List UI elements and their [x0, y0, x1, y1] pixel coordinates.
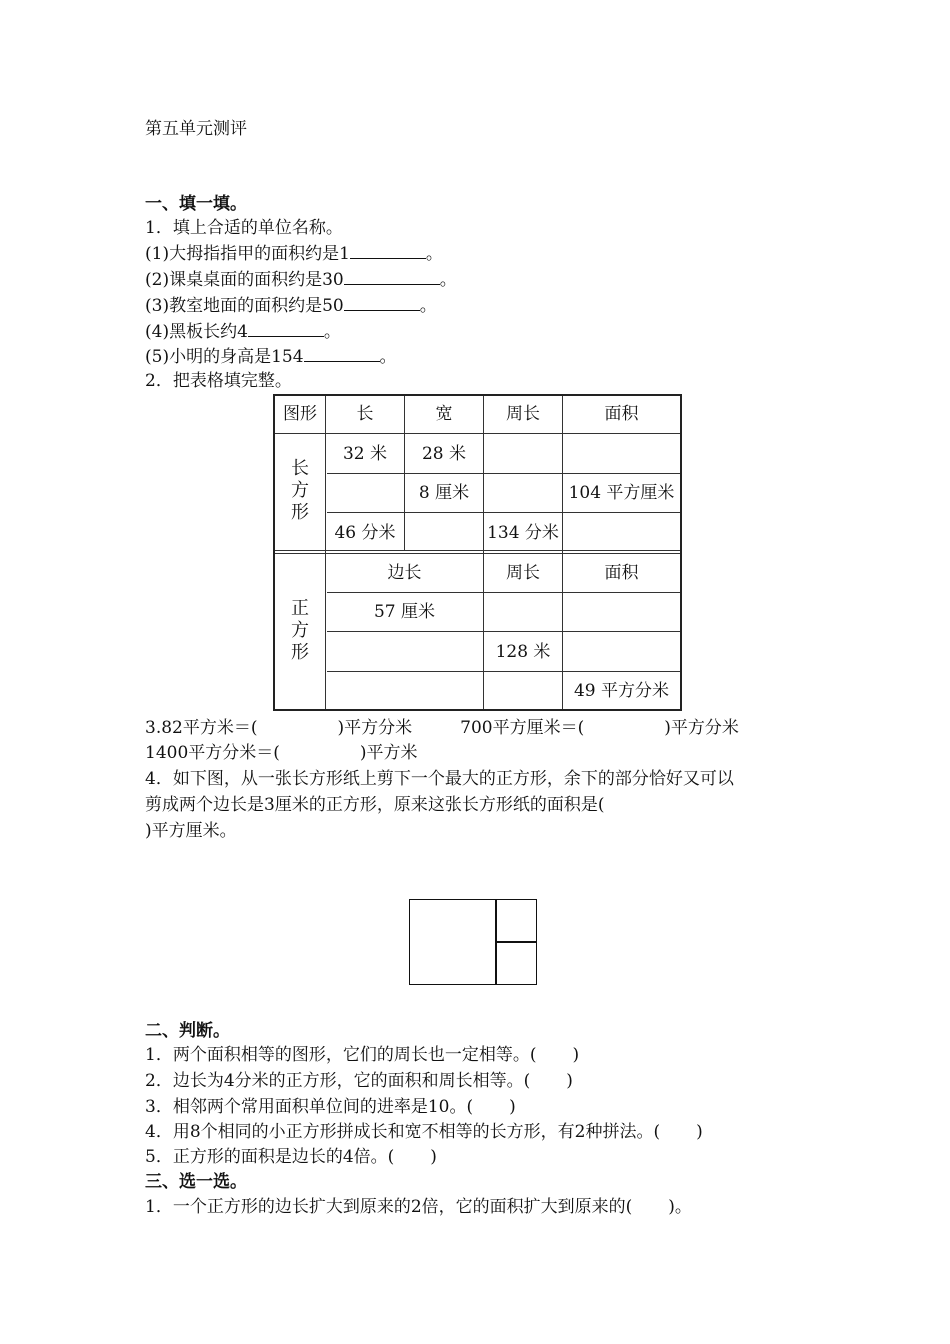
table-cell: 128 米	[495, 642, 551, 662]
rect-label-char: 长方形	[291, 458, 309, 523]
table-cell: 28 米	[421, 444, 467, 464]
table-cell: 57 厘米	[373, 602, 436, 622]
square-header-perimeter: 周长	[506, 563, 540, 583]
q4-line-1: 4．如下图，从一张长方形纸上剪下一个最大的正方形，余下的部分恰好又可以	[145, 769, 734, 789]
judge-item-2: 2．边长为4分米的正方形，它的面积和周长相等。( )	[145, 1071, 573, 1091]
square-header-side: 边长	[387, 563, 422, 583]
shape-table	[273, 394, 682, 711]
square-label	[288, 598, 312, 664]
judge-item-1: 1．两个面积相等的图形，它们的周长也一定相等。( )	[145, 1045, 580, 1065]
q1-item-2: (2)课桌桌面的面积约是30 。	[145, 267, 457, 292]
square-header-area: 面积	[604, 563, 639, 583]
judge-item-5: 5．正方形的面积是边长的4倍。( )	[145, 1147, 437, 1167]
table-cell: 134 分米	[487, 523, 559, 543]
answer-blank[interactable]	[350, 241, 426, 259]
square-label-char: 正方形	[291, 598, 309, 663]
header-length: 长	[356, 404, 374, 424]
q1-item-1: (1)大拇指指甲的面积约是1 。	[145, 241, 443, 266]
table-cell: 104 平方厘米	[568, 483, 675, 503]
header-width: 宽	[435, 404, 453, 424]
answer-blank[interactable]	[344, 293, 420, 311]
table-cell: 8 厘米	[418, 483, 470, 503]
table-cell: 32 米	[342, 444, 388, 464]
answer-blank[interactable]	[344, 267, 440, 285]
rectangle-figure	[409, 899, 537, 985]
header-perimeter: 周长	[506, 404, 540, 424]
q4-line-3: )平方厘米。	[145, 821, 237, 841]
section-2-heading: 二、判断。	[145, 1021, 230, 1041]
q1-item-4: (4)黑板长约4 。	[145, 319, 341, 344]
answer-blank[interactable]	[304, 344, 380, 362]
page-title: 第五单元测评	[145, 119, 247, 139]
section-1-heading: 一、填一填。	[145, 194, 247, 214]
table-cell: 49 平方分米	[573, 681, 670, 701]
header-shape: 图形	[283, 404, 317, 424]
q1-item-5: (5)小明的身高是154 。	[145, 344, 397, 369]
q3-line-1: 3.82平方米＝( )平方分米 700平方厘米＝( )平方分米	[145, 718, 739, 738]
header-area: 面积	[604, 404, 639, 424]
judge-item-3: 3．相邻两个常用面积单位间的进率是10。( )	[145, 1097, 516, 1117]
choice-item-1: 1．一个正方形的边长扩大到原来的2倍，它的面积扩大到原来的( )。	[145, 1197, 692, 1217]
q2-prompt: 2．把表格填完整。	[145, 371, 292, 391]
rect-label	[288, 458, 312, 524]
section-3-heading: 三、选一选。	[145, 1172, 247, 1192]
q1-item-3: (3)教室地面的面积约是50 。	[145, 293, 437, 318]
figure-divider-horizontal	[495, 941, 536, 943]
q3-line-2: 1400平方分米＝( )平方米	[145, 743, 418, 763]
q1-prompt: 1．填上合适的单位名称。	[145, 218, 343, 238]
q4-line-2: 剪成两个边长是3厘米的正方形，原来这张长方形纸的面积是(	[145, 795, 605, 815]
judge-item-4: 4．用8个相同的小正方形拼成长和宽不相等的长方形，有2种拼法。( )	[145, 1122, 703, 1142]
table-cell: 46 分米	[334, 523, 396, 543]
answer-blank[interactable]	[248, 319, 324, 337]
